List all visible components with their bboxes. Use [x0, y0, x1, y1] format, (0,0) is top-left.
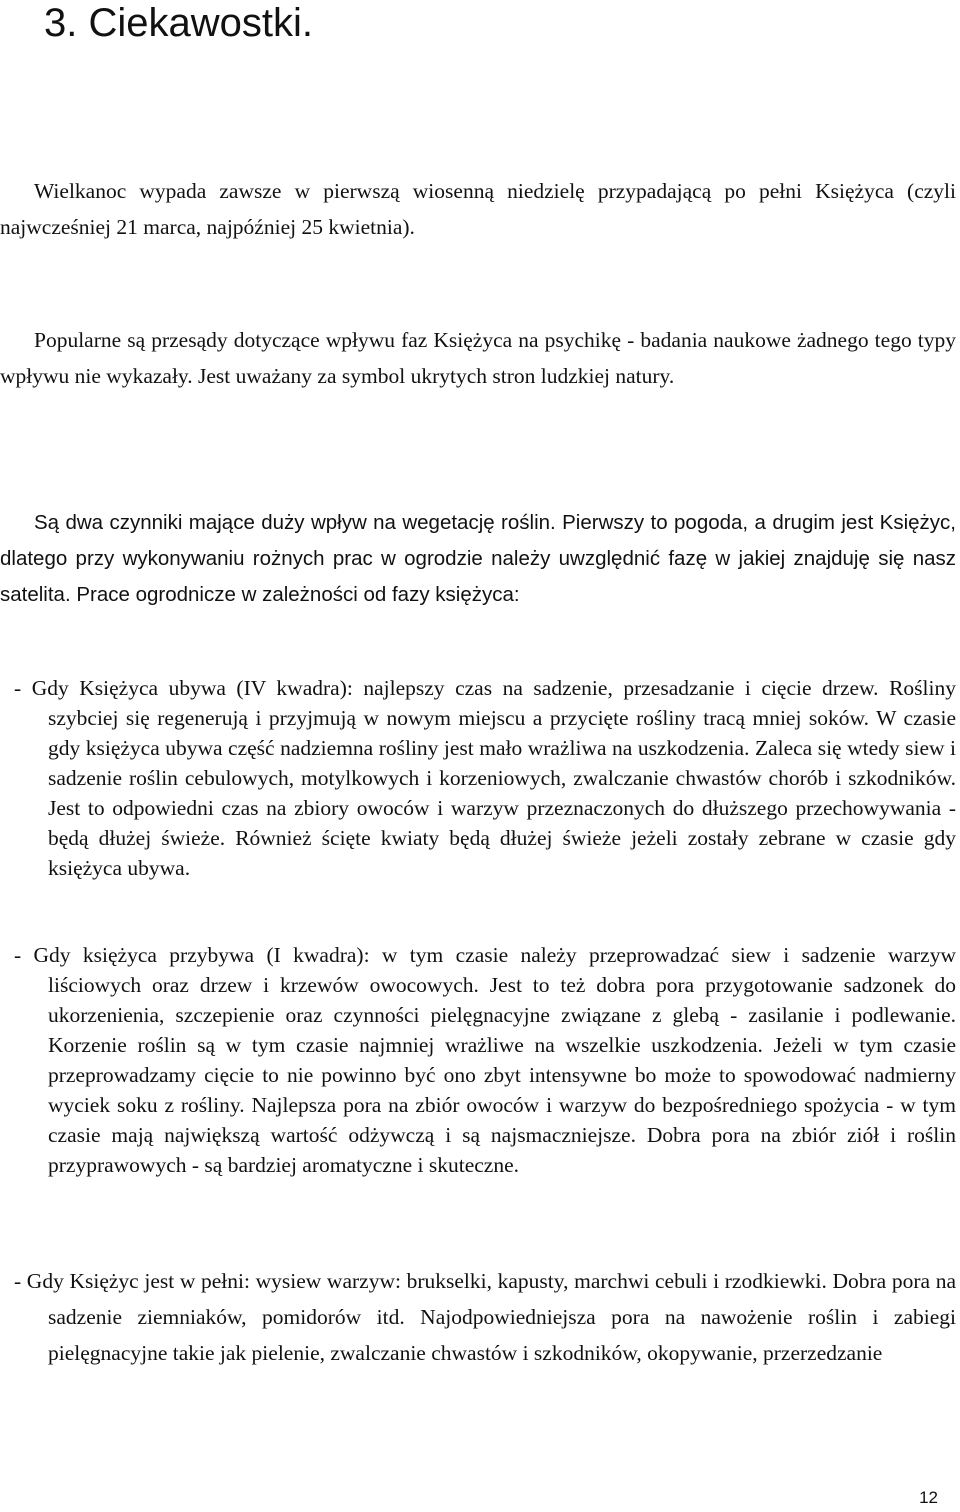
paragraph-superstitions: Popularne są przesądy dotyczące wpływu faz Księżyca na psychikę - badania naukowe żadnego tego typy wpływu nie wykazały. Jest uważany za symbol ukrytych stron ludzkiej natury. [0, 328, 956, 388]
list-item-full-moon: - Gdy Księżyc jest w pełni: wysiew warzyw: brukselki, kapusty, marchwi cebuli i rzodkiewki. Dobra pora na sadzenie ziemniaków, pomidorów itd. Najodpowiedniejsza pora na nawożenie roślin i zabiegi pielęgnacyjne takie jak pielenie, zwalczanie chwastów i szkodników, okopywanie, przerzedzanie [14, 1269, 956, 1365]
list-item-waxing-moon: - Gdy księżyca przybywa (I kwadra): w tym czasie należy przeprowadzać siew i sadzenie warzyw liściowych oraz drzew i krzewów owocowych. Jest to też dobra pora przygotowanie sadzonek do ukorzenienia, szczepienie oraz czynności pielęgnacyjne związane z glebą - zasilanie i podlewanie. Korzenie roślin są w tym czasie najmniej wrażliwe na wszelkie uszkodzenia. Jeżeli w tym czasie przeprowadzamy cięcie to nie powinno być ono zbyt intensywne bo może to spowodować nadmierny wyciek soku z rośliny. Najlepsza pora na zbiór owoców i warzyw do bezpośredniego spożycia - w tym czasie mają największą wartość odżywczą i są najsmaczniejsze. Dobra pora na zbiór ziół i roślin przyprawowych - są bardziej aromatyczne i skuteczne. [14, 943, 956, 1177]
paragraph-vegetation: Są dwa czynniki mające duży wpływ na wegetację roślin. Pierwszy to pogoda, a drugim jest Księżyc, dlatego przy wykonywaniu rożnych prac w ogrodzie należy uwzględnić fazę w jakiej znajduję się nasz satelita. Prace ogrodnicze w zależności od fazy księżyca: [0, 511, 956, 606]
list-item-waning-moon: - Gdy Księżyca ubywa (IV kwadra): najlepszy czas na sadzenie, przesadzanie i cięcie drzew. Rośliny szybciej się regenerują i przyjmują w nowym miejscu a przycięte rośliny tracą mniej soków. W czasie gdy księżyca ubywa część nadziemna rośliny jest mało wrażliwa na uszkodzenia. Zaleca się wtedy siew i sadzenie roślin cebulowych, motylkowych i korzeniowych, zwalczanie chwastów chorób i szkodników. Jest to odpowiedni czas na zbiory owoców i warzyw przeznaczonych do dłuższego przechowywania - będą dłużej świeże. Również ścięte kwiaty będą dłużej świeże jeżeli zostały zebrane w czasie gdy księżyca ubywa. [14, 676, 956, 880]
section-heading: 3. Ciekawostki. [44, 1, 313, 45]
page-number: 12 [919, 1488, 938, 1507]
paragraph-easter: Wielkanoc wypada zawsze w pierwszą wiosenną niedzielę przypadającą po pełni Księżyca (czyli najwcześniej 21 marca, najpóźniej 25 kwietnia). [0, 179, 956, 239]
